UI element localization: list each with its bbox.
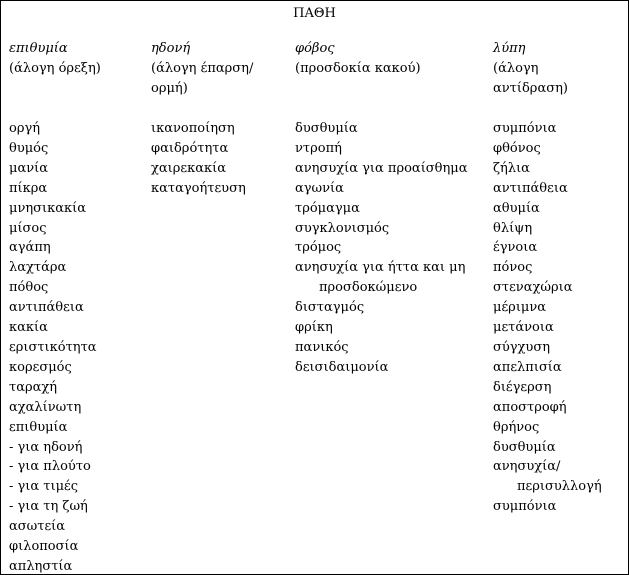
- list-item: λαχτάρα: [9, 260, 67, 276]
- column-name: ηδονή: [151, 41, 191, 56]
- list-item: ντροπή: [295, 140, 342, 156]
- list-item: δυσθυμία: [493, 439, 556, 455]
- list-item: μετάνοια: [493, 320, 554, 336]
- list-item: μίσος: [9, 220, 47, 236]
- list-item: ζήλια: [493, 160, 530, 176]
- list-item: μνησικακία: [9, 200, 87, 216]
- list-item: συμπόνια: [493, 121, 557, 136]
- column-name: λύπη: [493, 41, 526, 56]
- list-item: δεισιδαιμονία: [295, 359, 389, 375]
- list-item: συγκλονισμός: [295, 220, 390, 236]
- list-item: φρίκη: [295, 320, 333, 336]
- list-item: καταγοήτευση: [151, 180, 246, 196]
- list-item: αποστροφή: [493, 399, 567, 415]
- list-item: αθυμία: [493, 200, 540, 216]
- list-item: οργή: [9, 121, 41, 136]
- list-pleasure: [151, 119, 246, 199]
- list-item: έγνοια: [493, 240, 538, 256]
- list-item: πανικός: [295, 339, 349, 355]
- list-item: ανησυχία/: [493, 459, 561, 475]
- column-name: επιθυμία: [9, 41, 68, 56]
- list-item: διέγερση: [493, 379, 552, 395]
- column-description: (άλογη αντίδραση): [493, 61, 568, 96]
- list-item: αγάπη: [9, 240, 51, 256]
- list-item: απελπισία: [493, 359, 562, 375]
- list-item: κορεσμός: [9, 359, 72, 375]
- list-item: πίκρα: [9, 180, 48, 196]
- column-header-fear: [295, 39, 421, 79]
- column-description: (άλογη έπαρση/ορμή): [151, 61, 254, 96]
- list-item: τρόμαγμα: [295, 200, 360, 216]
- list-item: στεναχώρια: [493, 280, 573, 296]
- column-description: (άλογη όρεξη): [9, 61, 101, 76]
- list-item: - για τη ζωή: [9, 499, 88, 515]
- list-item: αντιπάθεια: [493, 180, 568, 196]
- list-item: τρόμος: [295, 240, 342, 256]
- list-item: επιθυμία: [9, 419, 68, 435]
- list-item: θρήνος: [493, 419, 540, 435]
- list-item: φθόνος: [493, 140, 541, 156]
- column-name: φόβος: [295, 41, 335, 56]
- list-item: απληστία: [9, 558, 73, 574]
- list-item: πόθος: [9, 280, 49, 296]
- table-title: ΠΑΘΗ: [293, 6, 336, 21]
- list-item: θλίψη: [493, 220, 533, 236]
- list-item: περισυλλογή: [517, 479, 602, 495]
- list-item: προσδοκώμενο: [319, 280, 418, 296]
- list-item: σύγχυση: [493, 339, 550, 355]
- list-item: θυμός: [9, 140, 49, 156]
- list-item: αγωνία: [295, 180, 344, 196]
- column-header-grief: [493, 39, 613, 99]
- list-item: ανησυχία για ήττα και μη: [295, 260, 466, 276]
- list-desire: [9, 119, 97, 575]
- list-fear: [295, 119, 468, 378]
- list-item: δισταγμός: [295, 300, 365, 316]
- list-item: ταραχή: [9, 379, 58, 395]
- list-item: φαιδρότητα: [151, 140, 229, 156]
- list-item: - για τιμές: [9, 479, 79, 495]
- list-item: χαιρεκακία: [151, 160, 227, 176]
- list-item: ασωτεία: [9, 519, 66, 535]
- list-item: κακία: [9, 320, 48, 336]
- list-item: αντιπάθεια: [9, 300, 84, 316]
- list-item: μανία: [9, 160, 49, 176]
- list-item: πόνος: [493, 260, 533, 276]
- list-item: αχαλίνωτη: [9, 399, 82, 415]
- list-item: - για ηδονή: [9, 439, 83, 455]
- list-item: - για πλούτο: [9, 459, 91, 475]
- column-header-pleasure: [151, 39, 286, 99]
- list-grief: [493, 119, 602, 517]
- list-item: εριστικότητα: [9, 339, 97, 355]
- list-item: συμπόνια: [493, 499, 557, 515]
- list-item: μέριμνα: [493, 300, 547, 316]
- column-description: (προσδοκία κακού): [295, 61, 421, 76]
- list-item: δυσθυμία: [295, 121, 358, 136]
- list-item: ανησυχία για προαίσθημα: [295, 160, 468, 176]
- column-header-desire: [9, 39, 101, 79]
- list-item: φιλοποσία: [9, 539, 79, 555]
- list-item: ικανοποίηση: [151, 121, 235, 136]
